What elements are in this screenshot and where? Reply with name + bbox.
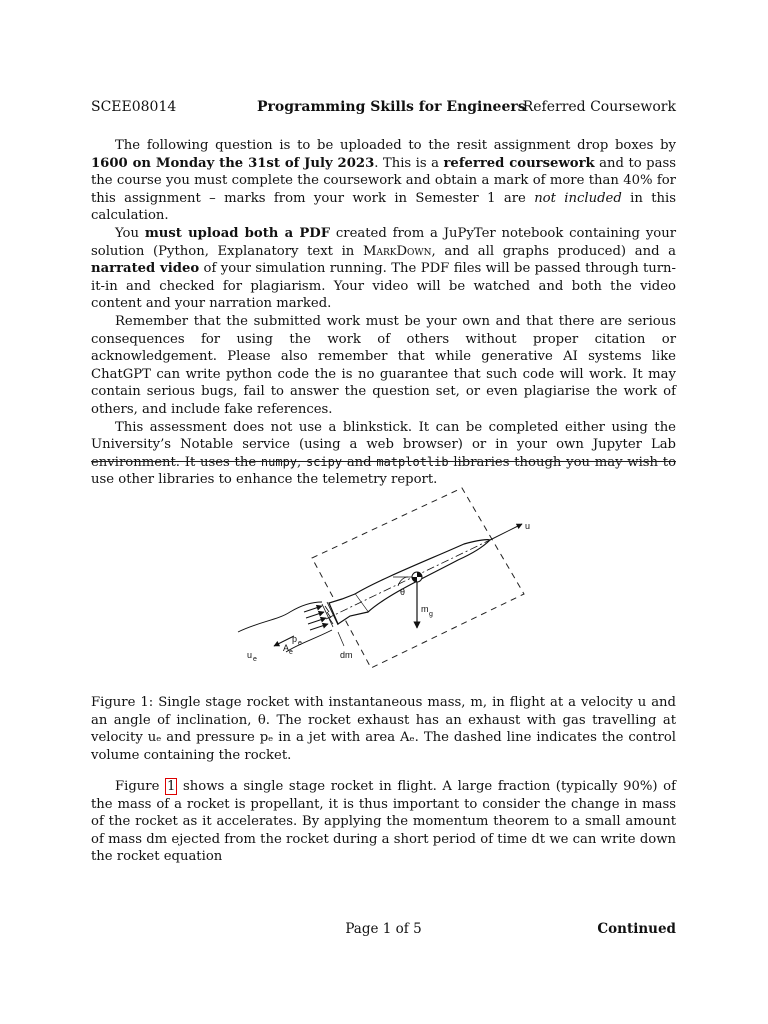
label-ue-sub: e <box>253 656 257 663</box>
label-dm: dm <box>340 650 353 660</box>
lib-scipy: scipy <box>305 454 343 469</box>
deadline: 1600 on Monday the 31st of July 2023 <box>91 155 375 171</box>
body-text: Figure 1 shows a single stage rocket in flight. A large fraction (typically 90%) of the mass of a rocket is propellant, it is thus important to consider the change in mass of the rocket as it accelerates. By applying the momentum theorem to a small amount of mass dm ejected from the rocket during a short period of time dt we can write down the rocket equation <box>91 779 676 865</box>
lib-matplotlib: matplotlib <box>376 454 449 469</box>
page-footer <box>91 921 676 941</box>
continued-label: Continued <box>597 921 676 937</box>
document-type: Referred Coursework <box>522 99 676 115</box>
instructions <box>91 137 676 489</box>
dm-leader <box>338 632 344 646</box>
markdown-term: MarkDown <box>362 243 432 259</box>
paragraph-environment: This assessment does not use a blinkstick. It can be completed either using the University’s Notable service (using a web browser) or in your own Jupyter Lab environment. It uses the numpy, scipy and matplotlib libraries though you may wish to use other libraries to enhance the telemetry report. <box>91 419 677 488</box>
page-header <box>91 99 676 119</box>
figure-caption <box>91 694 676 764</box>
caption-text: Single stage rocket with instantaneous mass, m, in flight at a velocity u and an angle of inclination, θ. The rocket exhaust has an exhaust with gas travelling at velocity uₑ and pressure pₑ in a jet with area Aₑ. The dashed line indicates the control volume containing the rocket. <box>91 695 676 763</box>
paragraph-deadline: The following question is to be uploaded to the resit assignment drop boxes by 1600 on Monday the 31st of July 2023. This is a referred coursework and to pass the course you must complete the coursework and obtain a mark of more than 40% for this assignment – marks from your work in Semester 1 are not included in this calculation. <box>91 138 676 224</box>
paragraph-own-work: Remember that the submitted work must be your own and that there are serious consequences for using the work of others without proper citation or acknowledgement. Please also remember that while generative AI systems like ChatGPT can write python code the is no guarantee that such code will work. It may contain serious bugs, fail to answer the question set, or even plagiarise the work of others, and include fake references. <box>91 313 676 417</box>
paragraph-submission: You must upload both a PDF created from a JuPyTer notebook containing your solution (Python, Explanatory text in MarkDown, and all graphs produced) and a narrated video of your simulation running. The PDF files will be passed through turn-it-in and checked for plagiarism. Your video will be watched and both the video content and your narration marked. <box>91 225 677 312</box>
label-u: u <box>525 521 531 531</box>
caption-prefix: Figure 1: <box>91 695 159 710</box>
label-pe: p <box>292 634 298 644</box>
not-included: not included <box>534 190 622 206</box>
rocket-diagram <box>228 484 548 674</box>
centre-of-mass-icon <box>412 572 422 582</box>
narrated-video: narrated video <box>91 261 200 277</box>
lib-numpy: numpy <box>260 454 298 469</box>
course-code: SCEE08014 <box>91 99 177 115</box>
velocity-arrow <box>490 524 522 540</box>
horizontal-rule <box>91 461 676 462</box>
label-ue: u <box>247 650 253 660</box>
must-upload: must upload both a PDF <box>144 225 331 241</box>
label-ae: A <box>283 643 290 653</box>
label-pe-sub: e <box>298 640 302 647</box>
referred-coursework: referred coursework <box>443 155 595 171</box>
page-number: Page 1 of 5 <box>345 921 422 937</box>
label-theta: θ <box>400 587 406 597</box>
label-ae-sub: e <box>289 649 293 656</box>
label-mg-sub: g <box>429 611 433 618</box>
rocket-figure <box>228 484 548 674</box>
rocket-body <box>355 540 490 612</box>
label-mg: m <box>421 604 429 614</box>
figure-reference-link[interactable]: 1 <box>167 779 176 794</box>
course-title: Programming Skills for Engineers <box>257 99 526 115</box>
